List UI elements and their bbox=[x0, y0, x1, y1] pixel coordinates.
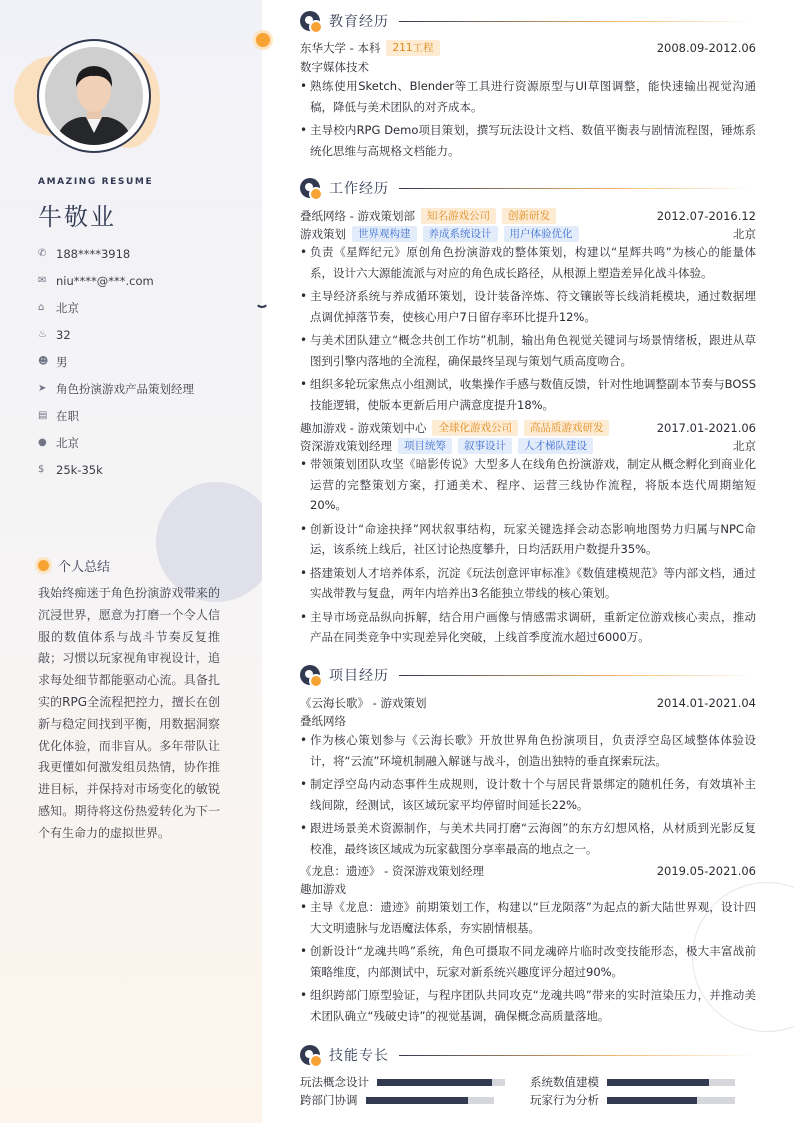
list-item: • 搭建策划人才培养体系，沉淀《玩法创意评审标准》《数值建模规范》等内部文档，通过实战带教与复盘，两年内培养出3名能独立带线的核心策划。 bbox=[300, 563, 756, 604]
project-bullets bbox=[300, 897, 756, 1029]
section-icon bbox=[300, 11, 320, 31]
skill-item bbox=[300, 1073, 505, 1091]
list-item: • 制定浮空岛内动态事件生成规则，设计数十个与居民背景绑定的随机任务，有效填补主线间隙，经测试，该区域玩家平均停留时间延长22%。 bbox=[300, 774, 756, 815]
company-tag: 创新研发 bbox=[502, 208, 556, 224]
info-text: 在职 bbox=[56, 408, 79, 423]
section-heading-projects bbox=[300, 664, 756, 686]
list-item: • 主导经济系统与养成循环策划，设计装备淬炼、符文镶嵌等长线消耗模块，通过数据埋点调优掉落节奏，使核心用户7日留存率环比提升12%。 bbox=[300, 286, 756, 327]
role-tag: 人才梯队建设 bbox=[518, 438, 593, 454]
job-period: 2012.07-2016.12 bbox=[656, 209, 756, 223]
list-item: • 带领策划团队攻坚《暗影传说》大型多人在线角色扮演游戏，制定从概念孵化到商业化运营的完整策划方案，打通美术、程序、运营三线协作流程，将版本迭代周期缩短20%。 bbox=[300, 454, 756, 516]
project-row bbox=[300, 694, 756, 712]
send-icon: ➤ bbox=[38, 383, 47, 394]
personal-info-list bbox=[38, 240, 253, 483]
job-role: 资深游戏策划经理 bbox=[300, 439, 392, 453]
section-title: 教育经历 bbox=[329, 14, 389, 30]
job-role: 游戏策划 bbox=[300, 227, 346, 241]
list-item: • 创新设计“龙魂共鸣”系统，角色可摄取不同龙魂碎片临时改变技能形态，极大丰富战前策略维度，内部测试中，玩家对新系统兴趣度评分超过90%。 bbox=[300, 941, 756, 982]
decorative-dot bbox=[256, 33, 270, 47]
job-company-row bbox=[300, 207, 756, 225]
project-org: 趣加游戏 bbox=[300, 882, 346, 896]
section-heading-skills bbox=[300, 1044, 756, 1066]
project-org-row bbox=[300, 880, 756, 898]
skill-item bbox=[300, 1091, 494, 1109]
job-city: 北京 bbox=[733, 439, 756, 453]
avatar-photo bbox=[45, 47, 143, 145]
list-item: • 组织多轮玩家焦点小组测试，收集操作手感与数值反馈，针对性地调整副本节奏与BOSS技能逻辑，使版本更新后用户满意度提升18%。 bbox=[300, 374, 756, 415]
section-icon bbox=[300, 665, 320, 685]
section-divider bbox=[399, 1055, 756, 1056]
job-bullets bbox=[300, 454, 756, 651]
skill-item bbox=[530, 1073, 735, 1091]
project-name: 《云海长歌》 - 游戏策划 bbox=[300, 696, 427, 710]
education-period: 2008.09-2012.06 bbox=[656, 41, 756, 55]
project-org: 叠纸网络 bbox=[300, 714, 346, 728]
list-item: • 作为核心策划参与《云海长歌》开放世界角色扮演项目，负责浮空岛区域整体体验设计，将“云流”环境机制融入解谜与战斗，创造出独特的垂直探索玩法。 bbox=[300, 730, 756, 771]
job-bullets bbox=[300, 242, 756, 418]
job-company-row bbox=[300, 419, 756, 437]
summary-heading bbox=[38, 556, 110, 575]
resume-tagline: AMAZING RESUME bbox=[38, 177, 154, 187]
info-location bbox=[38, 429, 253, 456]
email-icon: ✉ bbox=[38, 275, 47, 286]
project-period: 2019.05-2021.06 bbox=[656, 864, 756, 878]
info-salary bbox=[38, 456, 253, 483]
list-item: • 负责《星辉纪元》原创角色扮演游戏的整体策划，构建以“星辉共鸣”为核心的能量体系，设计六大源能流派与对应的角色成长路径，从根源上塑造差异化战斗体验。 bbox=[300, 242, 756, 283]
info-text: 男 bbox=[56, 354, 68, 369]
info-target-position bbox=[38, 375, 253, 402]
info-text: 32 bbox=[56, 327, 71, 342]
job-period: 2017.01-2021.06 bbox=[656, 421, 756, 435]
major-row bbox=[300, 58, 756, 76]
project-period: 2014.01-2021.04 bbox=[656, 696, 756, 710]
list-item: • 创新设计“命途抉择”网状叙事结构，玩家关键选择会动态影响地图势力归属与NPC命运，该系统上线后，社区讨论热度攀升，日均活跃用户数提升35%。 bbox=[300, 519, 756, 560]
info-text: 188****3918 bbox=[56, 246, 131, 261]
candidate-name: 牛敬业 bbox=[38, 203, 116, 231]
skill-bar bbox=[366, 1097, 494, 1104]
info-text: 北京 bbox=[56, 300, 79, 315]
cake-icon: ♨ bbox=[38, 329, 47, 340]
project-bullets bbox=[300, 730, 756, 862]
avatar-frame bbox=[37, 39, 151, 153]
list-item: • 主导市场竞品纵向拆解，结合用户画像与情感需求调研，重新定位游戏核心卖点，推动产品在同类竞争中实现差异化突破，上线首季度流水超过6000万。 bbox=[300, 607, 756, 648]
section-icon bbox=[300, 178, 320, 198]
section-divider bbox=[399, 675, 756, 676]
job-city: 北京 bbox=[733, 227, 756, 241]
skill-bar bbox=[377, 1079, 505, 1086]
company-name: 叠纸网络 - 游戏策划部 bbox=[300, 209, 415, 223]
gender-icon: ☻ bbox=[38, 356, 49, 367]
info-phone bbox=[38, 240, 253, 267]
skill-bar bbox=[607, 1079, 735, 1086]
skill-item bbox=[530, 1091, 735, 1109]
education-tag: 211工程 bbox=[386, 40, 439, 56]
company-tag: 知名游戏公司 bbox=[421, 208, 496, 224]
skill-bar-fill bbox=[377, 1079, 492, 1086]
list-item: • 与美术团队建立“概念共创工作坊”机制，输出角色视觉关键词与场景情绪板，跟进从草图到引擎内落地的全流程，确保最终呈现与策划气质高度吻合。 bbox=[300, 330, 756, 371]
skill-bar-fill bbox=[607, 1079, 709, 1086]
education-bullets bbox=[300, 76, 756, 164]
education-row bbox=[300, 39, 756, 57]
list-item: • 熟练使用Sketch、Blender等工具进行资源原型与UI草图调整，能快速输出视觉沟通稿，降低与美术团队的对齐成本。 bbox=[300, 76, 756, 117]
section-divider bbox=[399, 21, 756, 22]
sidebar bbox=[0, 0, 262, 1123]
company-tag: 高品质游戏研发 bbox=[524, 420, 610, 436]
job-role-row bbox=[300, 437, 756, 455]
briefcase-icon: ▤ bbox=[38, 410, 48, 421]
info-text: 25k-35k bbox=[56, 462, 103, 477]
company-tag: 全球化游戏公司 bbox=[432, 420, 518, 436]
skill-name: 玩法概念设计 bbox=[300, 1075, 369, 1089]
major: 数字媒体技术 bbox=[300, 60, 369, 74]
role-tag: 项目统筹 bbox=[398, 438, 452, 454]
school-name: 东华大学 - 本科 bbox=[300, 41, 381, 55]
section-title: 技能专长 bbox=[329, 1048, 389, 1064]
decorative-arc bbox=[255, 294, 269, 308]
project-org-row bbox=[300, 712, 756, 730]
section-heading-work bbox=[300, 177, 756, 199]
list-item: • 组织跨部门原型验证，与程序团队共同攻克“龙魂共鸣”带来的实时渲染压力，并推动美术团队确立“残破史诗”的视觉基调，确保概念高质量落地。 bbox=[300, 985, 756, 1026]
info-status bbox=[38, 402, 253, 429]
bullet-dot-icon bbox=[38, 560, 49, 571]
skill-name: 系统数值建模 bbox=[530, 1075, 599, 1089]
skill-bar bbox=[607, 1097, 735, 1104]
project-row bbox=[300, 862, 756, 880]
section-title: 工作经历 bbox=[329, 181, 389, 197]
phone-icon: ✆ bbox=[38, 248, 47, 259]
info-text: niu****@***.com bbox=[56, 273, 154, 288]
info-email bbox=[38, 267, 253, 294]
skill-name: 跨部门协调 bbox=[300, 1093, 358, 1107]
role-tag: 叙事设计 bbox=[458, 438, 512, 454]
section-title: 项目经历 bbox=[329, 668, 389, 684]
list-item: • 跟进场景美术资源制作，与美术共同打磨“云海阁”的东方幻想风格，从材质到光影反复校准，最终该区域成为玩家截图分享率最高的地点之一。 bbox=[300, 818, 756, 859]
company-name: 趣加游戏 - 游戏策划中心 bbox=[300, 421, 427, 435]
role-tag: 用户体验优化 bbox=[504, 226, 579, 242]
project-name: 《龙息：遗迹》 - 资深游戏策划经理 bbox=[300, 864, 484, 878]
summary-title: 个人总结 bbox=[58, 560, 111, 575]
section-icon bbox=[300, 1045, 320, 1065]
job-role-row bbox=[300, 225, 756, 243]
info-gender bbox=[38, 348, 253, 375]
list-item: • 主导《龙息：遗迹》前期策划工作，构建以“巨龙陨落”为起点的新大陆世界观，设计四大文明遗脉与龙语魔法体系，夯实剧情根基。 bbox=[300, 897, 756, 938]
info-text: 北京 bbox=[56, 435, 79, 450]
info-hometown bbox=[38, 294, 253, 321]
avatar bbox=[45, 47, 143, 145]
info-age bbox=[38, 321, 253, 348]
role-tag: 养成系统设计 bbox=[423, 226, 498, 242]
info-text: 角色扮演游戏产品策划经理 bbox=[56, 381, 194, 396]
summary-text: 我始终痴迷于角色扮演游戏带来的沉浸世界，愿意为打磨一个令人信服的数值体系与战斗节奏反复推敲；习惯以玩家视角审视设计，追求每处细节都能驱动心流。具备扎实的RPG全流程把控力，擅长在创新与稳定间找到平衡，用数据洞察优化体验，而非盲从。多年带队让我更懂如何激发组员热情，协作推进目标，并保持对市场变化的敏锐感知。期待将这份热爱转化为下一个有生命力的虚拟世界。 bbox=[38, 586, 220, 840]
section-divider bbox=[399, 188, 756, 189]
list-item: • 主导校内RPG Demo项目策划，撰写玩法设计文档、数值平衡表与剧情流程图，锤炼系统化思维与高规格文档能力。 bbox=[300, 120, 756, 161]
section-heading-education bbox=[300, 10, 756, 32]
salary-icon: $ bbox=[38, 464, 45, 475]
skill-name: 玩家行为分析 bbox=[530, 1093, 599, 1107]
role-tag: 世界观构建 bbox=[352, 226, 417, 242]
location-pin-icon: ● bbox=[38, 437, 47, 448]
home-icon: ⌂ bbox=[38, 302, 45, 313]
skill-bar-fill bbox=[366, 1097, 468, 1104]
skill-bar-fill bbox=[607, 1097, 697, 1104]
